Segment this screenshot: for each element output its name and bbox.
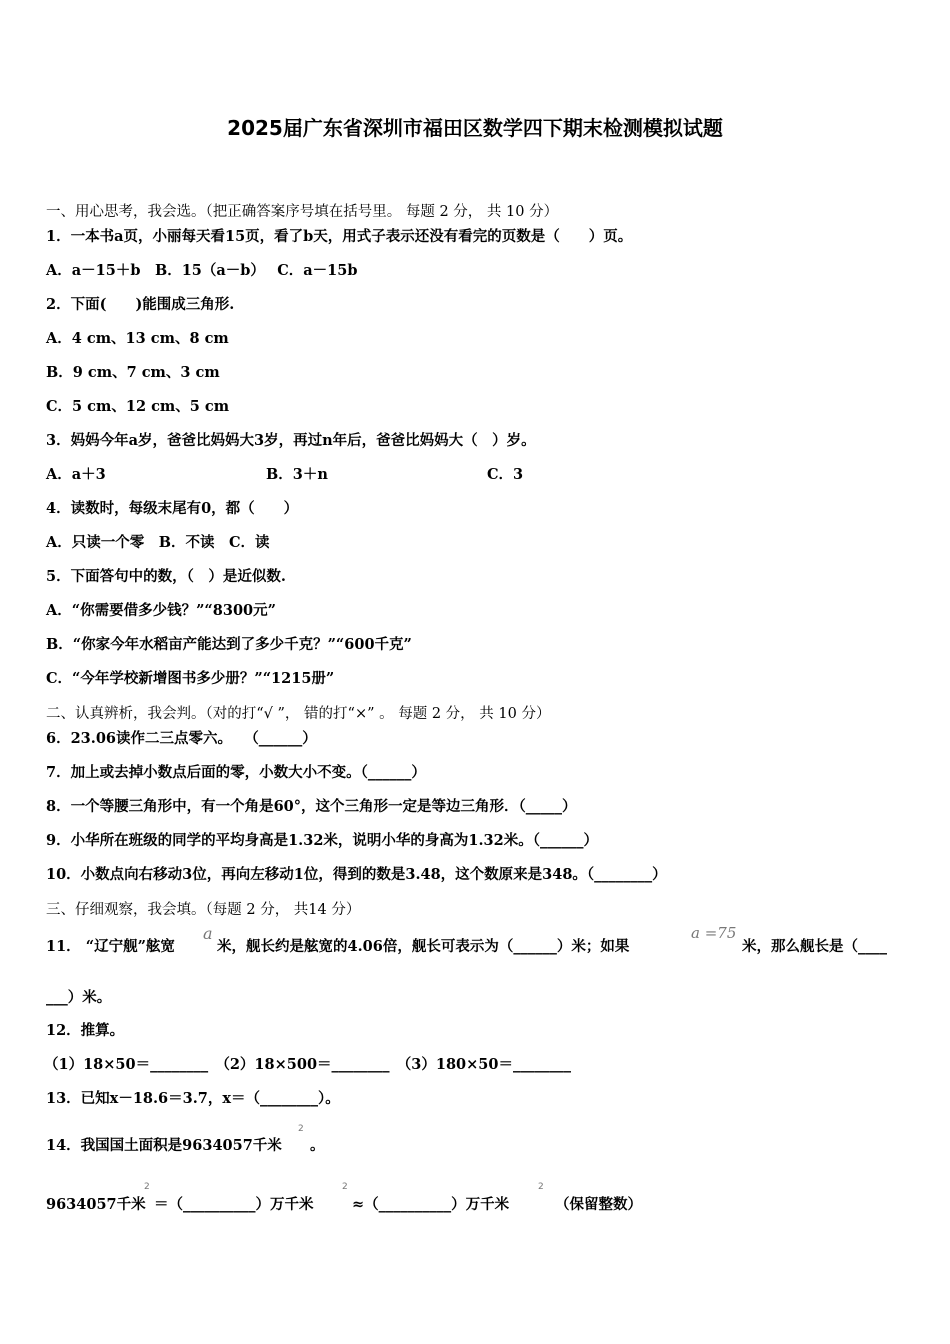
question-11-part1: 11． “辽宁舰”舷宽: [46, 938, 175, 955]
superscript-2: 2: [538, 1182, 544, 1192]
question-1-options: A．a－15＋b B．15（a－b） C．a－15b: [46, 262, 358, 279]
question-3-option-b: B．3＋n: [266, 466, 328, 483]
question-12-items: （1）18×50＝________ （2）18×500＝________ （3）180×50＝________: [44, 1056, 571, 1073]
question-1: 1．一本书a页，小丽每天看15页，看了b天，用式子表示还没有看完的页数是（ ）页。: [46, 228, 633, 245]
superscript-2: 2: [298, 1124, 304, 1134]
question-3: 3．妈妈今年a岁，爸爸比妈妈大3岁，再过n年后，爸爸比妈妈大（ ）岁。: [46, 432, 536, 449]
question-14-line2-c: ≈（__________）万千米: [352, 1196, 510, 1213]
question-5-option-b: B．“你家今年水稻亩产能达到了多少千克？”“600千克”: [46, 636, 412, 653]
question-14: 14．我国国土面积是9634057千米: [46, 1137, 282, 1154]
question-4-options: A．只读一个零 B．不读 C．读: [46, 534, 270, 551]
question-5-option-c: C．“今年学校新增图书多少册？”“1215册”: [46, 670, 335, 687]
question-3-option-c: C．3: [487, 466, 524, 483]
question-5-option-a: A．“你需要借多少钱？”“8300元”: [46, 602, 276, 619]
question-11-part2: 米，舰长约是舷宽的4.06倍，舰长可表示为（______）米；如果: [217, 938, 630, 955]
page-title: 2025届广东省深圳市福田区数学四下期末检测模拟试题: [227, 116, 723, 140]
question-2-option-b: B．9 cm、7 cm、3 cm: [46, 364, 220, 381]
superscript-2: 2: [144, 1182, 150, 1192]
question-5: 5．下面答句中的数，（ ）是近似数.: [46, 568, 286, 585]
section-2-heading: 二、认真辨析，我会判。（对的打“√ ”， 错的打“×” 。 每题 2 分， 共 10 分）: [46, 706, 551, 722]
question-12: 12．推算。: [46, 1022, 125, 1039]
question-4: 4．读数时，每级末尾有0，都（ ）: [46, 500, 299, 517]
math-variable-a: a: [203, 924, 213, 943]
question-14-line2-a: 9634057千米: [46, 1196, 146, 1213]
superscript-2: 2: [342, 1182, 348, 1192]
question-8: 8．一个等腰三角形中，有一个角是60°，这个三角形一定是等边三角形．（_____）: [46, 798, 577, 815]
question-14-line2-d: （保留整数）: [555, 1196, 642, 1213]
question-3-option-a: A．a＋3: [46, 466, 106, 483]
question-11-line2: ___）米。: [46, 989, 112, 1006]
question-14-line2-b: ＝（__________）万千米: [154, 1196, 314, 1213]
section-3-heading: 三、仔细观察，我会填。（每题 2 分， 共14 分）: [46, 902, 361, 918]
question-11-part3: 米，那么舰长是（____: [742, 938, 887, 955]
section-1-heading: 一、用心思考，我会选。（把正确答案序号填在括号里。 每题 2 分， 共 10 分）: [46, 204, 559, 220]
question-10: 10．小数点向右移动3位，再向左移动1位，得到的数是3.48，这个数原来是348。（________）: [46, 866, 667, 883]
question-2: 2．下面( )能围成三角形.: [46, 296, 235, 313]
question-7: 7．加上或去掉小数点后面的零，小数大小不变。（______）: [46, 764, 426, 781]
question-9: 9．小华所在班级的同学的平均身高是1.32米，说明小华的身高为1.32米。（______）: [46, 832, 598, 849]
question-6: 6．23.06读作二三点零六。 （______）: [46, 730, 317, 747]
question-2-option-a: A．4 cm、13 cm、8 cm: [46, 330, 229, 347]
math-condition: a =75: [691, 924, 737, 942]
question-13: 13．已知x－18.6＝3.7，x＝（________）。: [46, 1090, 340, 1107]
question-14-end: 。: [310, 1137, 325, 1154]
question-2-option-c: C．5 cm、12 cm、5 cm: [46, 398, 230, 415]
